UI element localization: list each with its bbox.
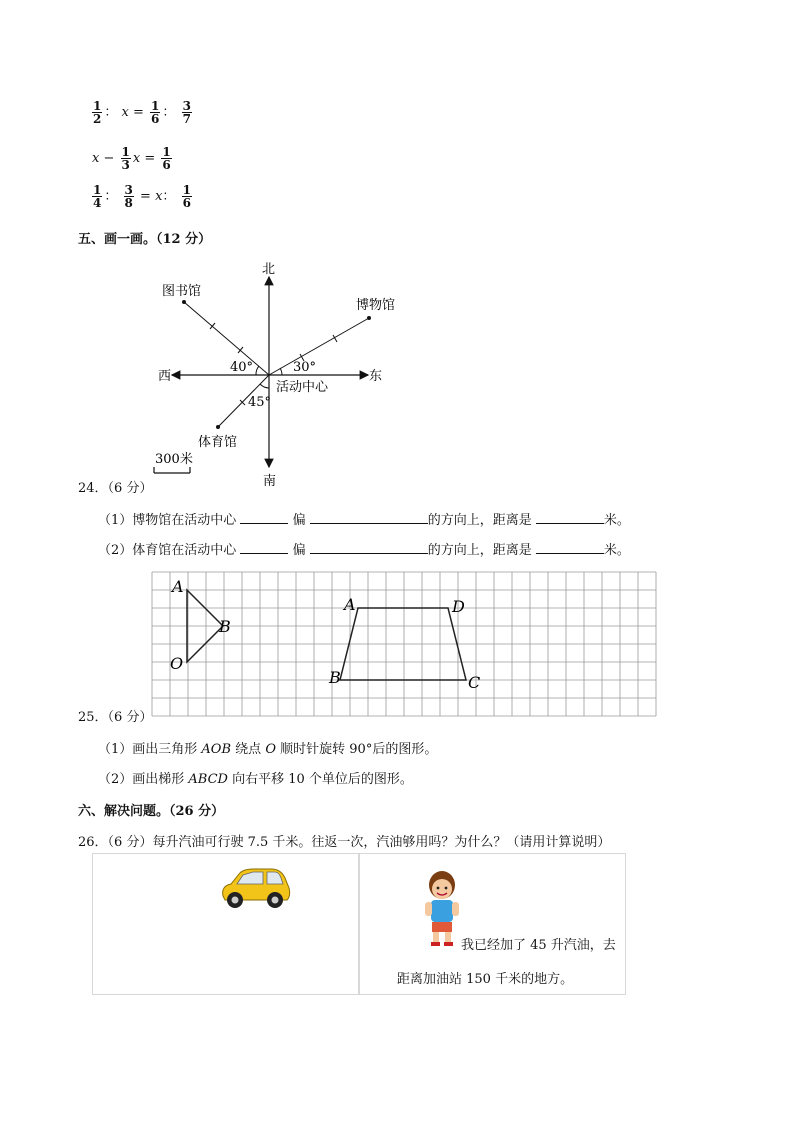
north-label: 北	[262, 262, 276, 277]
library-label: 图书馆	[162, 284, 202, 299]
point-o-label: O	[170, 654, 184, 673]
fraction: $\frac{1}{3}$	[121, 145, 130, 172]
fraction: $\frac{1}{6}$	[151, 99, 160, 126]
answer-blank[interactable]	[240, 541, 288, 554]
equation-3: $\frac{1}{4}$ ： $\frac{3}{8}$ = x： $\frac{1}{6}$	[93, 183, 191, 210]
point-a-label: A	[172, 577, 184, 596]
museum-point	[367, 316, 371, 320]
point-c-label: C	[468, 673, 481, 692]
fraction: $\frac{3}{8}$	[124, 183, 133, 210]
point-b2-label: B	[329, 668, 341, 687]
car-icon	[217, 866, 293, 912]
south-label: 南	[263, 474, 277, 489]
section-5-title: 五、画一画。（12 分）	[78, 232, 212, 247]
point-b-label: B	[219, 617, 231, 636]
angle-gym-label: 45°	[248, 395, 272, 410]
question-25-head: 25．（6 分）	[78, 710, 153, 725]
question-24-item-2: （2）体育馆在活动中心 偏 的方向上，距离是 米。	[98, 543, 630, 558]
question-24-head: 24．（6 分）	[78, 481, 153, 496]
gym-point	[216, 425, 220, 429]
answer-blank[interactable]	[536, 511, 604, 524]
question-26-text: 26．（6 分）每升汽油可行驶 7.5 千米。往返一次，汽油够用吗？为什么？（请用计算说明）	[78, 835, 611, 850]
fraction: $\frac{1}{6}$	[162, 145, 171, 172]
fraction: $\frac{1}{6}$	[182, 183, 191, 210]
speech-line-1: 我已经加了 45 升汽油，去	[461, 938, 616, 953]
center-label: 活动中心	[276, 380, 329, 395]
compass-diagram	[140, 255, 400, 490]
point-a2-label: A	[344, 595, 356, 614]
point-d-label: D	[452, 597, 465, 616]
equation-2: x − $\frac{1}{3}$ x = $\frac{1}{6}$	[92, 145, 171, 172]
scale-label: 300米	[155, 452, 193, 467]
museum-label: 博物馆	[356, 298, 396, 313]
answer-blank[interactable]	[310, 541, 428, 554]
boy-panel	[358, 853, 626, 995]
museum-ray	[269, 318, 369, 375]
answer-blank[interactable]	[240, 511, 288, 524]
angle-library-label: 40°	[230, 360, 254, 375]
grid-diagram	[150, 570, 660, 718]
speech-line-2: 距离加油站 150 千米的地方。	[397, 972, 574, 987]
question-24-item-1: （1）博物馆在活动中心 偏 的方向上，距离是 米。	[98, 513, 630, 528]
fraction: $\frac{1}{2}$	[93, 99, 102, 126]
question-25-item-1: （1）画出三角形 AOB 绕点 O 顺时针旋转 90°后的图形。	[98, 742, 438, 757]
library-point	[182, 300, 186, 304]
boy-icon	[421, 868, 463, 948]
library-ray	[184, 302, 269, 375]
west-label: 西	[158, 369, 172, 384]
equation-1: $\frac{1}{2}$ ： x = $\frac{1}{6}$ ： $\frac{3}{7}$	[93, 99, 191, 126]
question-25-item-2: （2）画出梯形 ABCD 向右平移 10 个单位后的图形。	[98, 772, 413, 787]
fraction: $\frac{1}{4}$	[93, 183, 102, 210]
answer-blank[interactable]	[536, 541, 604, 554]
east-label: 东	[369, 369, 383, 384]
gym-label: 体育馆	[198, 435, 238, 450]
section-6-title: 六、解决问题。（26 分）	[78, 804, 225, 819]
answer-blank[interactable]	[310, 511, 428, 524]
grid	[152, 572, 656, 716]
angle-museum-label: 30°	[293, 360, 317, 375]
car-panel	[92, 853, 360, 995]
fraction: $\frac{3}{7}$	[182, 99, 191, 126]
